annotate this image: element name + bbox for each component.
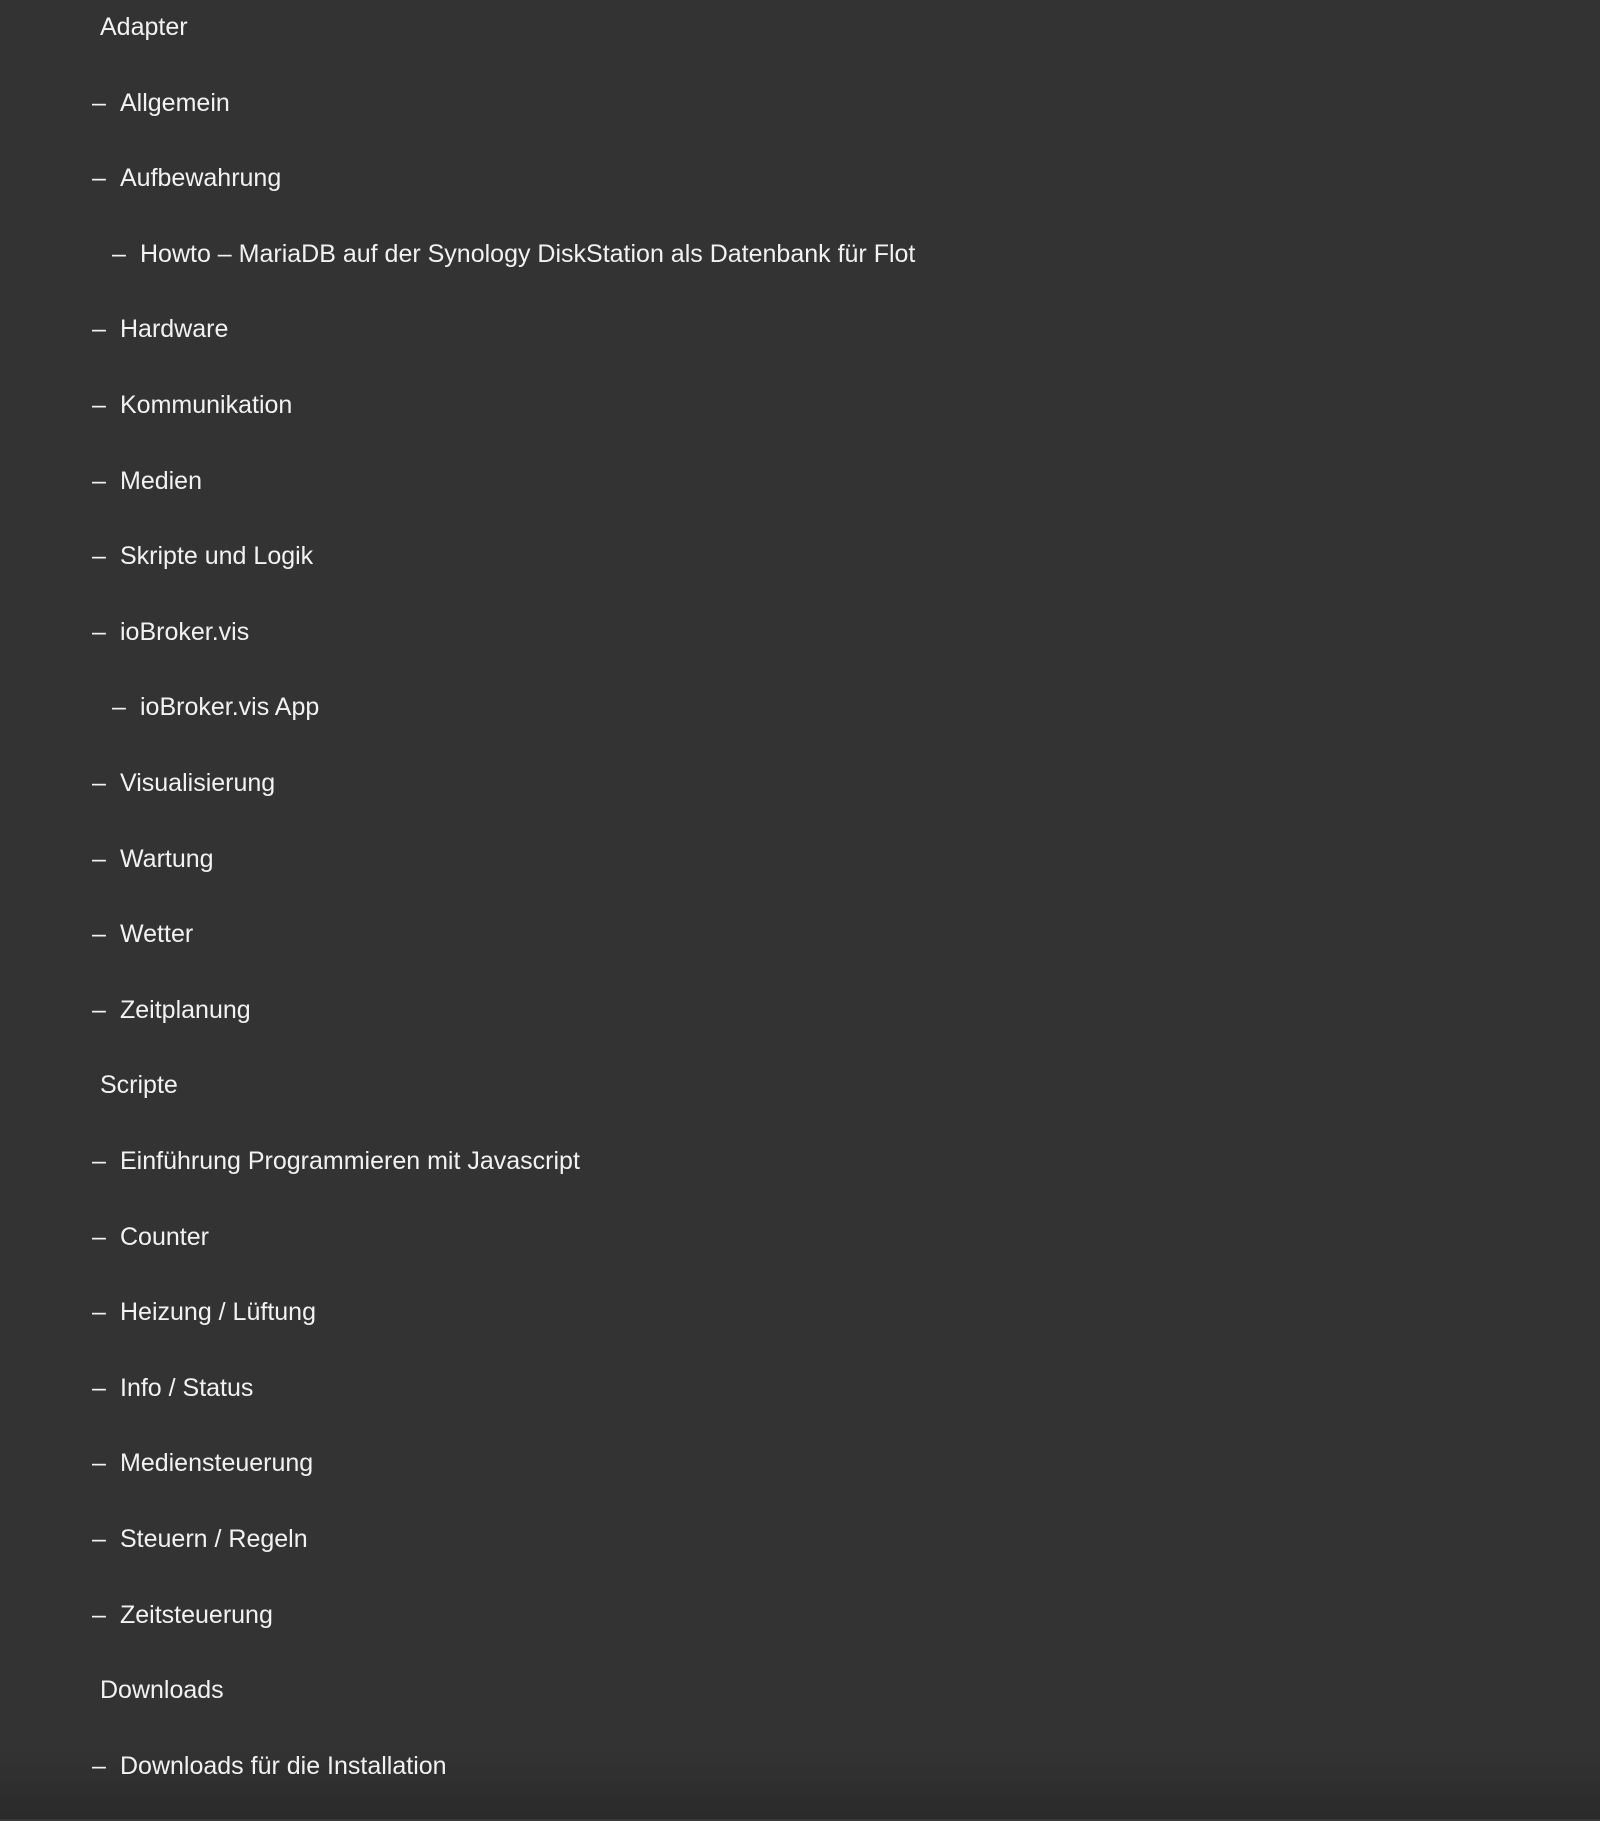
menu-item-label: Medien [120,467,202,495]
menu-item-adapter[interactable] [100,0,188,57]
menu-item-wetter[interactable] [92,904,193,964]
dash-icon: – [92,845,106,873]
menu-item-label: Aufbewahrung [120,164,282,192]
dash-icon: – [92,920,106,948]
menu-item-label: Zeitplanung [120,996,251,1024]
dash-icon: – [112,693,126,721]
menu-item-label: Einführung Programmieren mit Javascript [120,1147,580,1175]
dash-icon: – [92,391,106,419]
dash-icon: – [112,240,126,268]
menu-item-skripte-und-logik[interactable] [92,526,313,586]
menu-item-counter[interactable] [92,1207,209,1267]
menu-item-label: Howto – MariaDB auf der Synology DiskStation als Datenbank für Flot [140,240,916,268]
menu-item-label: Skripte und Logik [120,542,314,570]
menu-item-allgemein[interactable] [92,73,230,133]
menu-item-wartung[interactable] [92,829,214,889]
menu-item-hardware[interactable] [92,299,228,359]
menu-item-visualisierung[interactable] [92,753,275,813]
dash-icon: – [92,769,106,797]
menu-item-label: Wetter [120,920,194,948]
dash-icon: – [92,467,106,495]
menu-item-label: Mediensteuerung [120,1449,314,1477]
dash-icon: – [92,1752,106,1780]
dash-icon: – [92,1223,106,1251]
menu-item-label: Visualisierung [120,769,276,797]
dash-icon: – [92,618,106,646]
menu-item-label: Wartung [120,845,214,873]
menu-item-label: Steuern / Regeln [120,1525,308,1553]
dash-icon: – [92,89,106,117]
dash-icon: – [92,1601,106,1629]
menu-item-aufbewahrung[interactable] [92,148,281,208]
dash-icon: – [92,1449,106,1477]
menu-item-downloads-installation[interactable] [92,1736,447,1796]
menu-item-label: Adapter [100,13,188,41]
menu-item-label: ioBroker.vis App [140,693,320,721]
menu-item-heizung-lueftung[interactable] [92,1282,316,1342]
dash-icon: – [92,542,106,570]
menu-item-label: Downloads für die Installation [120,1752,447,1780]
menu-item-zeitplanung[interactable] [92,980,251,1040]
menu-item-steuern-regeln[interactable] [92,1509,308,1569]
dash-icon: – [92,1147,106,1175]
menu-item-label: Scripte [100,1071,178,1099]
menu-item-mediensteuerung[interactable] [92,1433,313,1493]
menu-item-info-status[interactable] [92,1358,253,1418]
dash-icon: – [92,315,106,343]
dash-icon: – [92,1525,106,1553]
menu-item-label: Info / Status [120,1374,254,1402]
menu-item-label: Downloads [100,1676,224,1704]
dash-icon: – [92,164,106,192]
menu-item-medien[interactable] [92,451,202,511]
menu-item-label: Counter [120,1223,209,1251]
menu-item-einfuehrung-javascript[interactable] [92,1131,580,1191]
dash-icon: – [92,996,106,1024]
menu-item-label: Kommunikation [120,391,293,419]
menu-item-iobroker-vis[interactable] [92,602,249,662]
menu-item-label: Hardware [120,315,229,343]
dash-icon: – [92,1374,106,1402]
menu-item-zeitsteuerung[interactable] [92,1585,273,1645]
menu-item-label: Allgemein [120,89,230,117]
menu-item-label: Zeitsteuerung [120,1601,273,1629]
dash-icon: – [92,1298,106,1326]
menu-item-label: ioBroker.vis [120,618,250,646]
menu-item-iobroker-vis-app[interactable] [112,677,319,737]
menu-item-kommunikation[interactable] [92,375,292,435]
menu-item-scripte[interactable] [100,1055,178,1115]
menu-item-howto-mariadb[interactable] [112,224,915,284]
menu-item-downloads[interactable] [100,1660,224,1720]
menu-item-label: Heizung / Lüftung [120,1298,316,1326]
